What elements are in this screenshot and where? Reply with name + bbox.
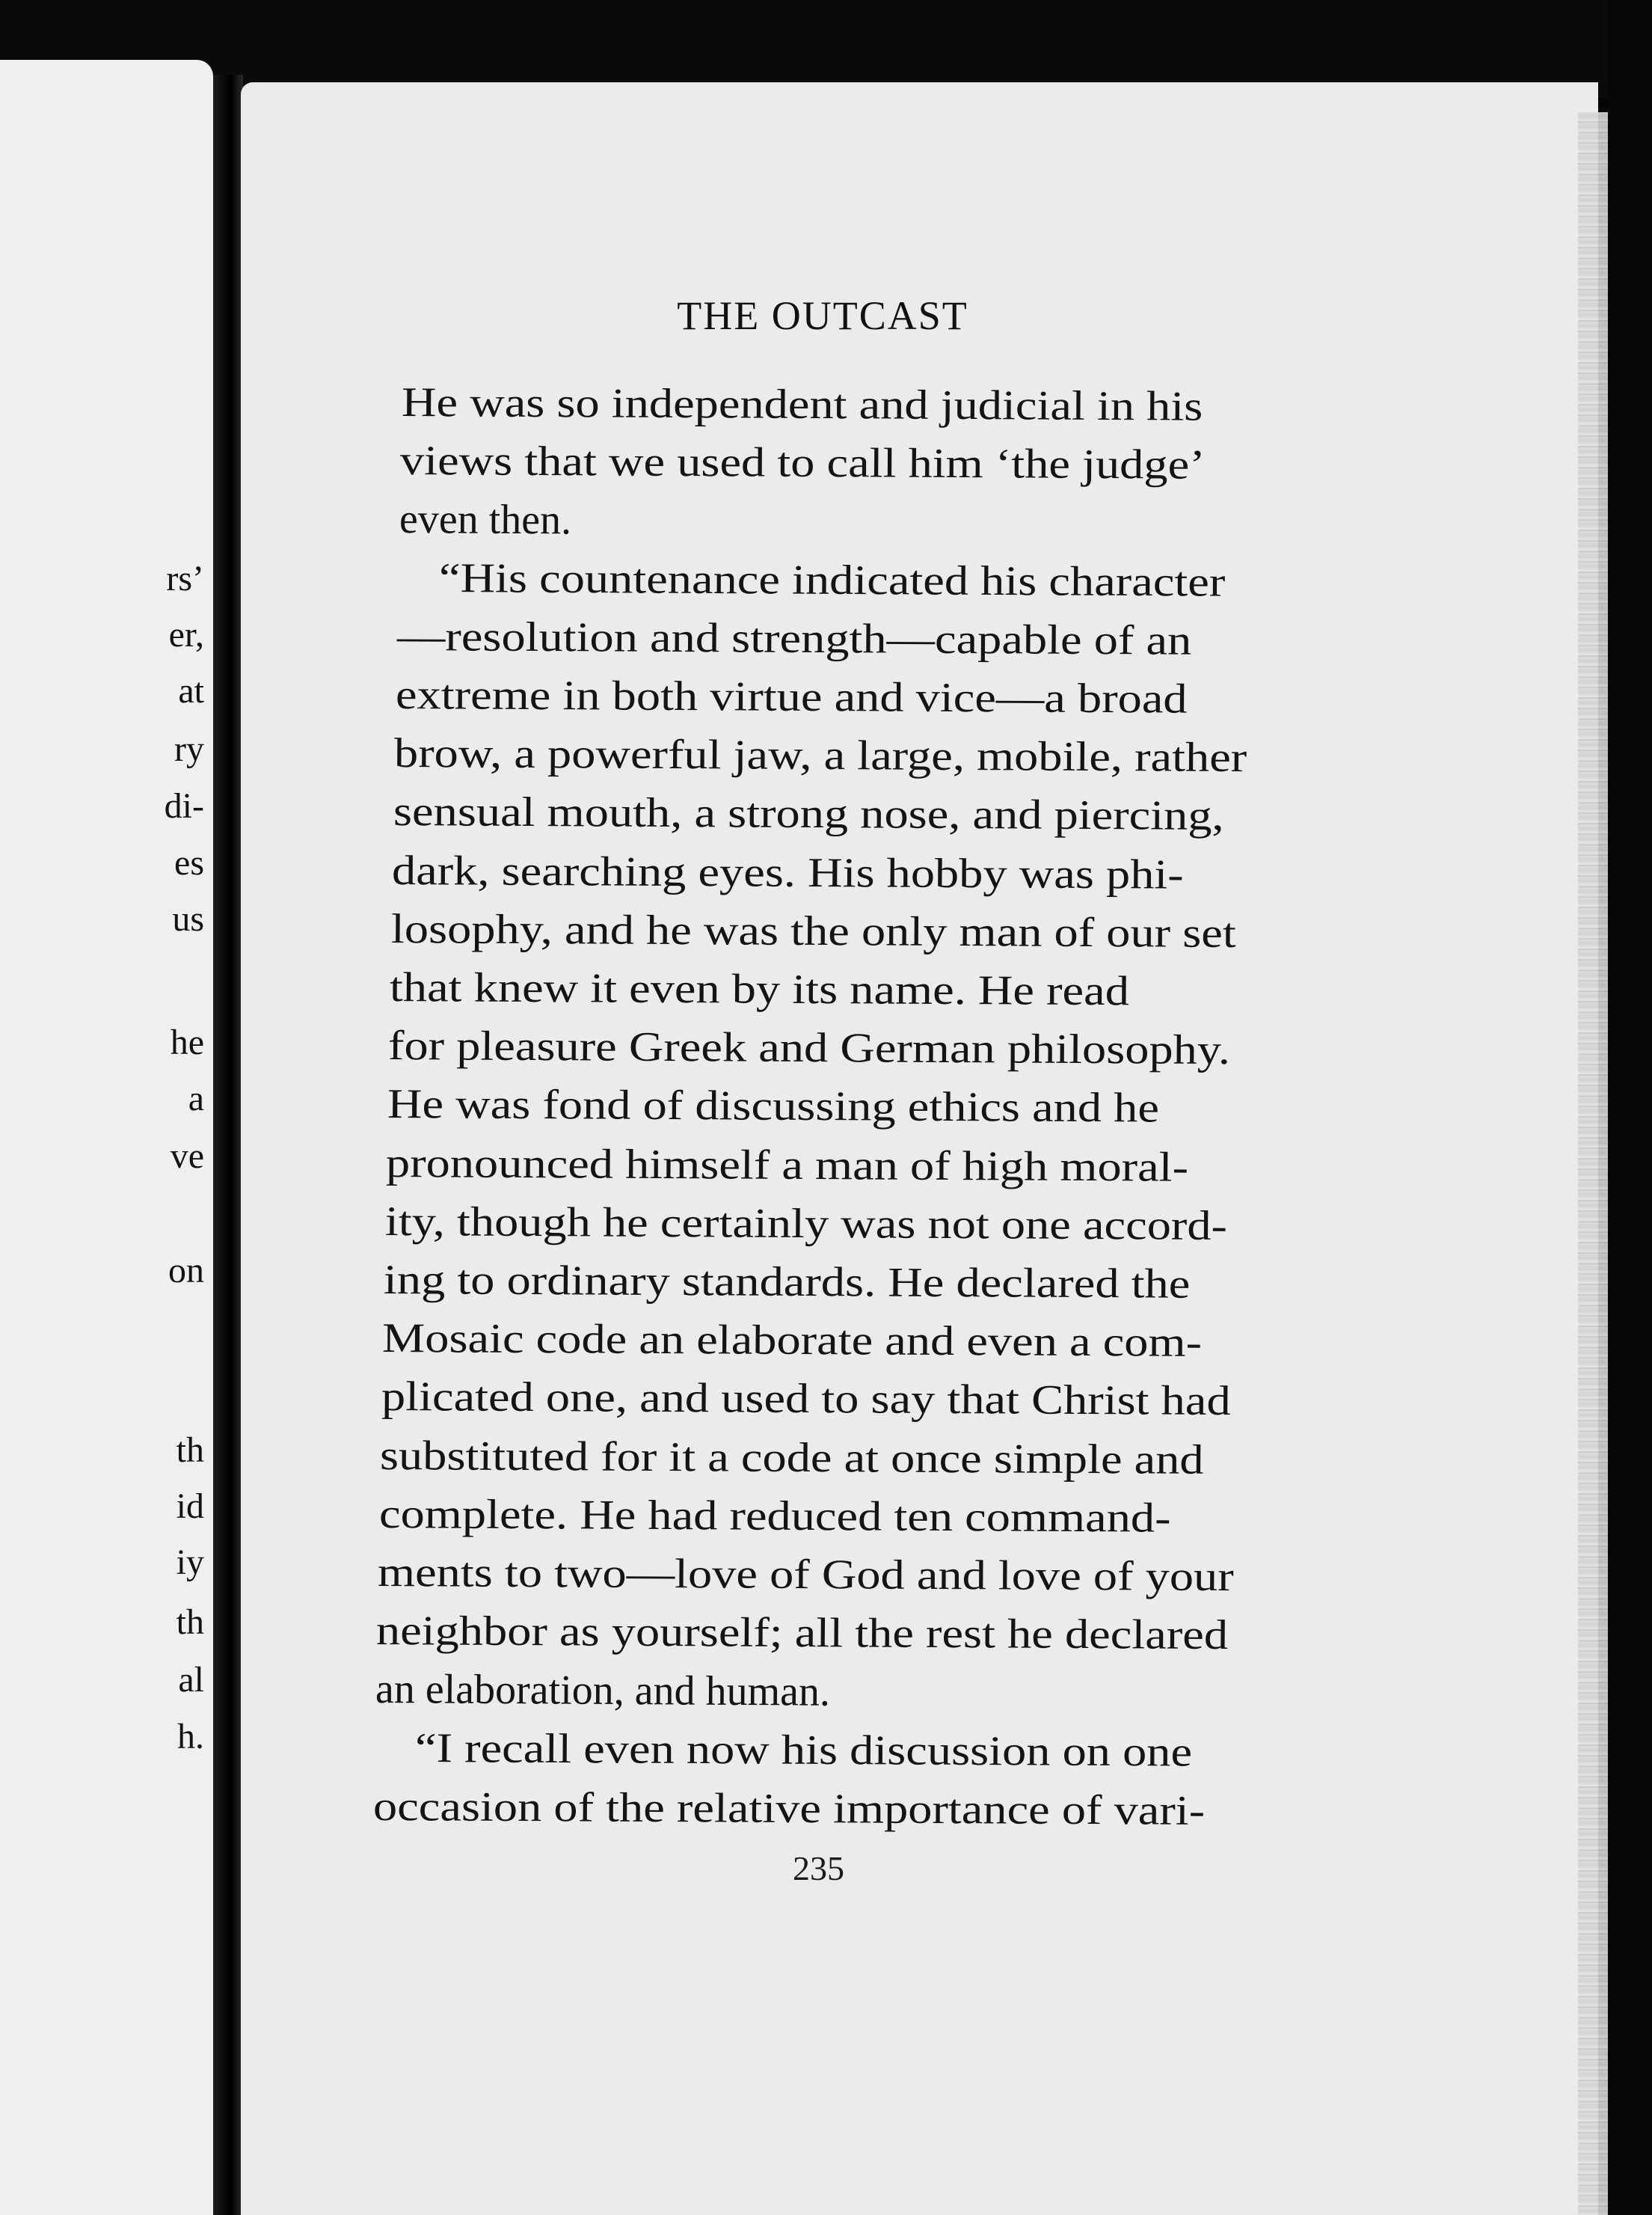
left-page-fragment: he (170, 1023, 204, 1062)
left-page-fragment: th (176, 1430, 204, 1470)
text-line: views that we used to call him ‘the judge’ (399, 438, 1206, 488)
text-line: Mosaic code an elaborate and even a com- (381, 1315, 1203, 1366)
text-line: “I recall even now his discussion on one (414, 1725, 1193, 1776)
text-line: plicated one, and used to say that Christ had (381, 1373, 1231, 1425)
left-page-fragment: at (178, 671, 204, 711)
text-line: an elaboration, and human. (375, 1666, 831, 1715)
left-page-fragment: iy (176, 1542, 204, 1582)
left-page-fragment: us (172, 899, 204, 939)
page-edge (1578, 112, 1612, 2215)
text-line: that knew it even by its name. He read (389, 964, 1130, 1015)
text-line: dark, searching eyes. His hobby was phi- (391, 848, 1184, 898)
text-line: complete. He had reduced ten command- (378, 1491, 1171, 1542)
text-line: ments to two—love of God and love of your (377, 1549, 1234, 1601)
left-page-fragment: ry (174, 729, 204, 769)
left-page-fragment: on (168, 1251, 204, 1290)
text-line: losophy, and he was the only man of our set (390, 906, 1236, 958)
left-page-fragment: al (178, 1660, 204, 1700)
text-line: for pleasure Greek and German philosophy. (387, 1023, 1231, 1073)
book-gutter (213, 75, 243, 2215)
text-line: He was so independent and judicial in his (401, 379, 1203, 430)
text-line: even then. (399, 496, 572, 544)
text-line: substituted for it a code at once simple and (379, 1433, 1204, 1483)
left-page-fragment: rs’ (166, 559, 204, 598)
text-line: neighbor as yourself; all the rest he declared (375, 1608, 1229, 1659)
left-page-fragment: id (176, 1486, 204, 1526)
left-page-fragment: ve (170, 1136, 204, 1176)
text-line: —resolution and strength—capable of an (396, 613, 1192, 664)
text-line: occasion of the relative importance of vari- (372, 1783, 1206, 1834)
text-line: extreme in both virtue and vice—a broad (395, 672, 1188, 723)
left-page-fragment: h. (177, 1717, 204, 1756)
left-page-fragment: di- (164, 786, 204, 826)
left-page-fragment: a (188, 1079, 204, 1118)
page-number: 235 (793, 1849, 844, 1887)
left-page (0, 60, 213, 2215)
right-page (241, 82, 1598, 2215)
text-line: pronounced himself a man of high moral- (385, 1140, 1189, 1191)
left-page-fragment: er, (168, 615, 204, 655)
text-line: He was fond of discussing ethics and he (387, 1081, 1160, 1132)
text-line: brow, a powerful jaw, a large, mobile, rather (393, 730, 1247, 782)
text-line: sensual mouth, a strong nose, and piercing, (393, 788, 1224, 839)
text-line: “His countenance indicated his character (438, 555, 1226, 606)
text-line: ity, though he certainly was not one accord- (384, 1198, 1228, 1249)
left-page-fragment: es (174, 843, 204, 883)
running-head: THE OUTCAST (677, 293, 968, 338)
left-page-fragment: th (176, 1602, 204, 1642)
scan-right-border (1608, 0, 1652, 2215)
text-line: ing to ordinary standards. He declared the (383, 1257, 1191, 1308)
